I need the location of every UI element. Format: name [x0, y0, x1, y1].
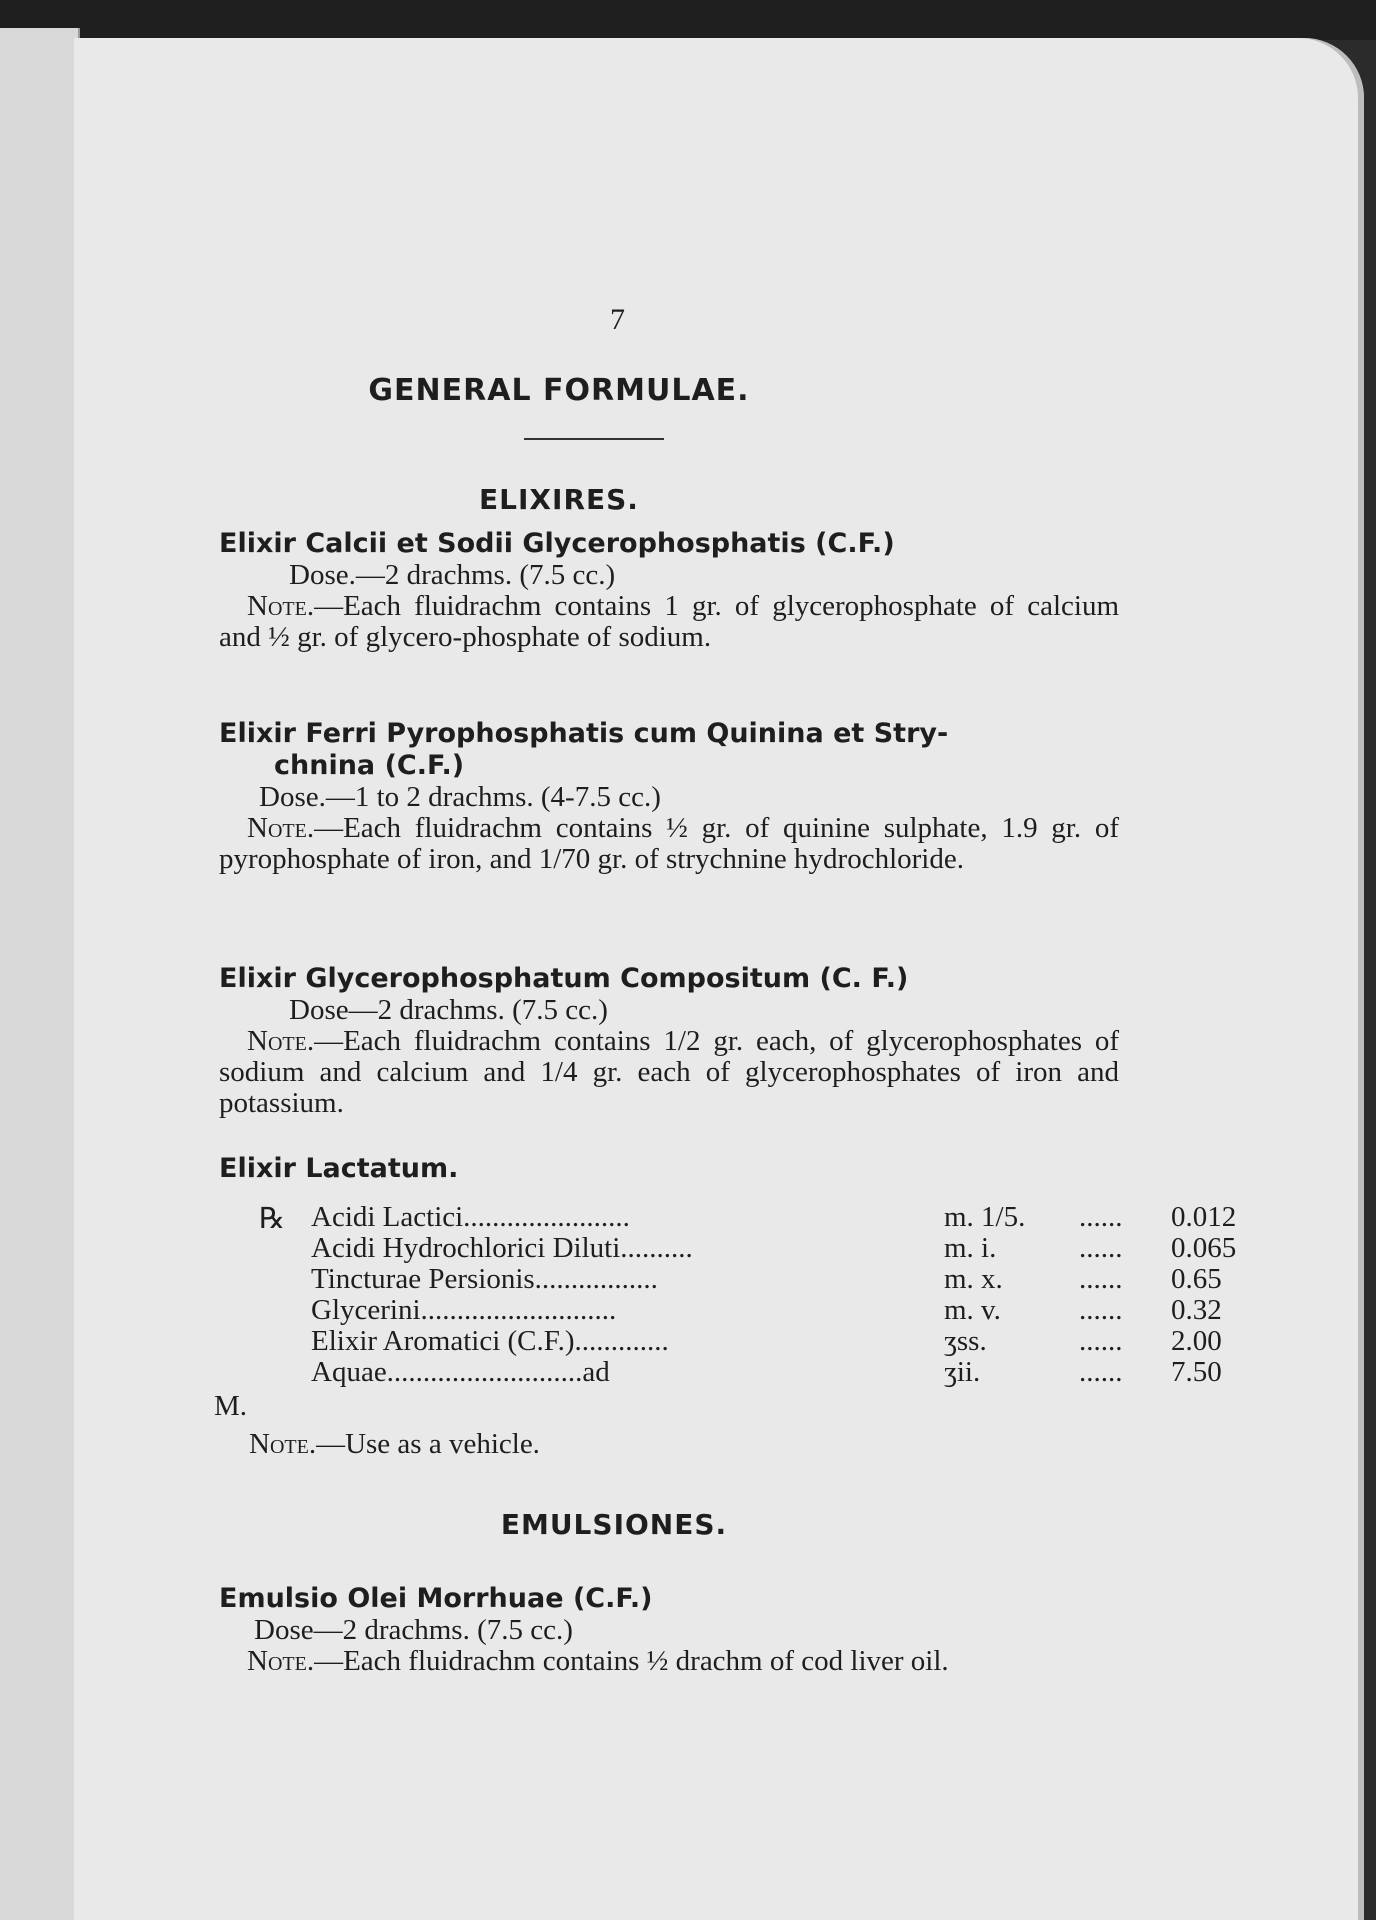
note-text — [219, 1646, 1119, 1677]
dose-line: Dose—2 drachms. (7.5 cc.) — [254, 1614, 573, 1646]
ingredient-metric: 0.012 — [1171, 1201, 1237, 1233]
formula-name: Emulsio Olei Morrhuae — [219, 1583, 564, 1614]
note-body: —Use as a vehicle. — [316, 1428, 540, 1460]
ingredient-quantity: ʒii. — [944, 1356, 981, 1388]
note-body: —Each fluidrachm contains ½ drachm of cod liver oil. — [314, 1645, 949, 1677]
note-text — [249, 1428, 1149, 1461]
formula-entry — [219, 1583, 1119, 1677]
ingredient-row — [259, 1294, 1222, 1326]
formula-name: Elixir Glycerophosphatum Compositum — [219, 963, 811, 994]
ingredient-row — [259, 1263, 1222, 1295]
ingredient-metric: 0.065 — [1171, 1232, 1237, 1264]
dose-line: Dose.—2 drachms. (7.5 cc.) — [289, 559, 616, 591]
leader-dots: ...... — [1079, 1232, 1123, 1264]
formula-source: (C.F.) — [384, 750, 465, 781]
ingredient-metric: 0.65 — [1171, 1263, 1222, 1295]
note-label: Note. — [247, 812, 315, 844]
page-number: 7 — [610, 303, 625, 336]
dose-line: Dose—2 drachms. (7.5 cc.) — [289, 994, 608, 1026]
note-text — [219, 591, 1119, 653]
ingredient-metric: 0.32 — [1171, 1294, 1222, 1326]
formula-entry — [219, 528, 1119, 653]
note-label: Note. — [247, 1645, 315, 1677]
formula-source: (C. F.) — [819, 963, 909, 994]
ingredient-metric: 2.00 — [1171, 1325, 1222, 1357]
formula-name-line1: Elixir Ferri Pyrophosphatis cum Quinina et Stry- — [219, 718, 949, 749]
formula-name-line2: chnina — [274, 750, 376, 781]
formula-entry — [219, 718, 1119, 875]
formula-name: Elixir Calcii et Sodii Glycerophosphatis — [219, 528, 806, 559]
section-title-elixires: ELIXIRES. — [479, 483, 639, 516]
formula-source: (C.F.) — [815, 528, 895, 559]
book-page — [74, 38, 1364, 1920]
note-text — [219, 1026, 1119, 1119]
formula-title — [219, 1583, 1119, 1615]
ingredient-name: Tincturae Persionis................. — [311, 1263, 658, 1295]
leader-dots: ...... — [1079, 1325, 1123, 1357]
note-body: —Each fluidrachm contains ½ gr. of quinine sulphate, 1.9 gr. of pyrophosphate of iron, and 1/70 gr. of strychnine hydrochloride. — [219, 812, 1119, 875]
title-rule — [524, 438, 664, 440]
note-body: —Each fluidrachm contains 1 gr. of glycerophosphate of calcium and ½ gr. of glycero-phosphate of sodium. — [219, 590, 1119, 653]
formula-title — [219, 963, 1119, 995]
ingredient-name: Acidi Hydrochlorici Diluti.......... — [311, 1232, 693, 1264]
leader-dots: ...... — [1079, 1201, 1123, 1233]
dose-line: Dose.—1 to 2 drachms. (4-7.5 cc.) — [259, 781, 661, 813]
leader-dots: ...... — [1079, 1294, 1123, 1326]
previous-page-edge — [0, 28, 80, 1920]
ingredient-name: Glycerini........................... — [311, 1294, 617, 1326]
formula-title — [219, 718, 1119, 782]
recipe-symbol: ℞ — [259, 1203, 285, 1235]
formula-title: Elixir Lactatum. — [219, 1153, 459, 1184]
section-title-emulsiones: EMULSIONES. — [500, 1508, 728, 1541]
ingredients-table — [259, 1201, 1237, 1388]
note-label: Note. — [247, 1025, 315, 1057]
formula-name-line2-wrap — [219, 750, 1119, 782]
note-body: —Each fluidrachm contains 1/2 gr. each, of glycerophosphates of sodium and calcium and 1/4 gr. each of glycerophosphates of iron and potassium. — [219, 1025, 1119, 1119]
ingredient-quantity: m. 1/5. — [944, 1201, 1026, 1233]
ingredient-row — [259, 1232, 1237, 1264]
mix-instruction: M. — [214, 1390, 248, 1422]
note-label: Note. — [247, 590, 315, 622]
note-text — [219, 813, 1119, 875]
ingredient-name: Acidi Lactici....................... — [311, 1201, 630, 1233]
formula-entry — [219, 1153, 1119, 1185]
ingredient-quantity: ʒss. — [944, 1325, 987, 1357]
ingredient-name: Elixir Aromatici (C.F.)............. — [311, 1325, 669, 1357]
page-title: GENERAL FORMULAE. — [368, 373, 750, 408]
ingredient-quantity: m. v. — [944, 1294, 1001, 1326]
formula-title — [219, 528, 1119, 560]
ingredient-row — [259, 1356, 1222, 1388]
ingredient-quantity: m. i. — [944, 1232, 997, 1264]
ingredient-name: Aquae...........................ad — [311, 1356, 610, 1388]
ingredient-row — [259, 1325, 1222, 1357]
leader-dots: ...... — [1079, 1263, 1123, 1295]
formula-entry — [219, 963, 1119, 1119]
ingredient-quantity: m. x. — [944, 1263, 1003, 1295]
note-label: Note. — [249, 1428, 317, 1460]
leader-dots: ...... — [1079, 1356, 1123, 1388]
ingredient-row — [259, 1201, 1237, 1235]
ingredient-metric: 7.50 — [1171, 1356, 1222, 1388]
formula-source: (C.F.) — [572, 1583, 653, 1614]
scan-background-top — [0, 0, 1376, 40]
